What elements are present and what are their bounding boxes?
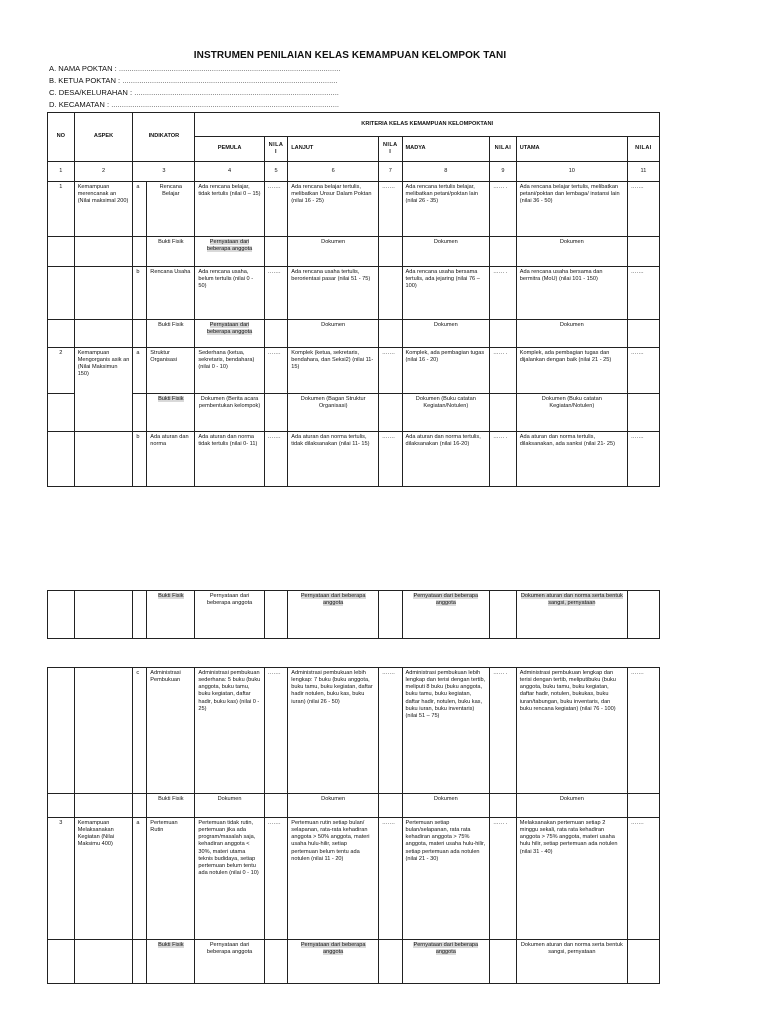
nilai-blank: ……. [627,182,659,237]
bukti-utama: Dokumen [516,237,627,267]
kriteria-madya: Komplek, ada pembagian tugas (nilai 16 - 20) [402,348,490,394]
bukti-lanjut: Dokumen (Bagan Struktur Organisasi) [288,394,379,432]
kriteria-lanjut: Administrasi pembukuan lebih lengkap: 7 buku (buku anggota, buku tamu, buku kegiatan, daftar hadir notulen, buku kas, buku iuran) (nilai 26 - 50) [288,668,379,794]
field-label: D. KECAMATAN : [49,100,110,109]
bukti-text: Pernyataan dari beberapa anggota [206,322,253,336]
kriteria-lanjut: Pertemuan rutin setiap bulan/ selapanan, rata-rata kehadiran anggota > 50% anggota, materi usaha hulu-hilir, setiap pertemuan belum tentu ada notulen (nilai 11 - 20) [288,818,379,940]
bukti-text: Pernyataan dari beberapa anggota [413,942,479,956]
kriteria-lanjut: Ada rencana usaha tertulis, berorientasi pasar (nilai 51 - 75) [288,267,379,320]
nilai-blank: …… . [490,348,517,394]
aspek-name: Kemampuan Mengorganis asik an (Nilai Maksimun 150) [74,348,133,432]
nilai-blank: ……. [264,182,287,237]
bukti-madya: Dokumen [402,237,490,267]
nilai-blank: ……. [264,348,287,394]
indikator-letter: b [133,432,147,487]
nilai-blank: ……. [264,818,287,940]
header-no: NO [48,113,75,162]
header-pemula: PEMULA [195,137,264,162]
indikator-name: Rencana Usaha [147,267,195,320]
bukti-fisik-label [147,940,195,984]
nilai-blank: ……. [627,818,659,940]
nilai-blank: …… . [490,818,517,940]
aspek-name: Kemampuan merencanak an (Nilai maksimal 200) [74,182,133,237]
nilai-blank: ……. [627,267,659,320]
nilai-blank: ……. [264,432,287,487]
field-dots: ...................................................................................................... [122,76,338,85]
kriteria-madya: Pertemuan setiap bulan/selapanan, rata rata kehadiran anggota > 75% anggota, materi usaha hulu-hilir, setiap pertemuan ada notulen (nilai 21 - 30) [402,818,490,940]
header-aspek: ASPEK [74,113,133,162]
bukti-pemula: Pernyataan dari beberapa anggota [195,591,264,639]
nilai-blank: …… . [490,182,517,237]
assessment-table-page3 [47,667,660,984]
col-number: 7 [379,162,402,182]
col-number: 5 [264,162,287,182]
bukti-text: Pernyataan dari beberapa anggota [413,593,479,607]
field-label: A. NAMA POKTAN : [49,64,117,73]
field-label: C. DESA/KELURAHAN : [49,88,133,97]
header-kriteria: KRITERIA KELAS KEMAMPUAN KELOMPOKTANI [195,113,660,137]
kriteria-madya: Ada aturan dan norma tertulis, dilaksanakan (nilai 16-20) [402,432,490,487]
bukti-text: Pernyataan dari beberapa anggota [300,942,366,956]
bukti-utama [516,591,627,639]
row-no: 3 [48,818,75,940]
kriteria-pemula: Ada rencana usaha, belum tertulis (nilai 0 - 50) [195,267,264,320]
indikator-letter: b [133,267,147,320]
nilai-blank: …… . [490,668,517,794]
bukti-utama: Dokumen [516,320,627,348]
bukti-label-text: Bukti Fisik [158,942,184,948]
indikator-letter: a [133,182,147,237]
nilai-blank: ……. [379,668,402,794]
bukti-lanjut: Dokumen [288,794,379,818]
kriteria-madya: Ada rencana usaha bersama tertulis, ada jejaring (nilai 76 – 100) [402,267,490,320]
col-number: 11 [627,162,659,182]
kriteria-pemula: Administrasi pembukuan sederhana: 5 buku (buku anggota, buku tamu, buku kegiatan, daftar hadir, buku kas) (nilai 0 - 25) [195,668,264,794]
nilai-blank: ……. [379,182,402,237]
nilai-blank: ……. [379,432,402,487]
field-dots: ................................................................................................. [134,88,339,97]
bukti-madya [402,940,490,984]
bukti-utama: Dokumen (Buku catatan Kegiatan/Notulen) [516,394,627,432]
kriteria-madya: Administrasi pembukuan lebih lengkap dan terisi dengan tertib, meliputi 8 buku (buku anggota, buku tamu, buku kegiatan, daftar hadir, notulen, buku kas, buku iuran, buku inventaris) (nilai 51 – 75) [402,668,490,794]
header-utama: UTAMA [516,137,627,162]
bukti-lanjut [288,591,379,639]
field-dots: ......................................................................................................... [118,64,341,73]
field-ketua-poktan [49,76,338,85]
header-nilai: NILAI [490,137,517,162]
header-madya: MADYA [402,137,490,162]
kriteria-utama: Melaksanakan pertemuan setiap 2 minggu sekali, rata rata kehadiran anggota > 75% anggota, materi usaha hulu hilir, setiap pertemuan ada notulen (nilai 31 - 40) [516,818,627,940]
indikator-letter: c [133,668,147,794]
header-nilai: NILAI [627,137,659,162]
col-number: 1 [48,162,75,182]
indikator-letter: a [133,348,147,394]
header-lanjut: LANJUT [288,137,379,162]
bukti-pemula: Pernyataan dari beberapa anggota [195,940,264,984]
bukti-label-text: Bukti Fisik [158,396,184,402]
header-indikator: INDIKATOR [133,113,195,162]
field-dots: ............................................................................................................ [111,100,340,109]
indikator-name: Administrasi Pembukuan [147,668,195,794]
bukti-text: Pernyataan dari beberapa anggota [300,593,366,607]
bukti-madya: Dokumen [402,320,490,348]
bukti-label-text: Bukti Fisik [158,593,184,599]
bukti-madya [402,591,490,639]
bukti-text: Dokumen aturan dan norma serta bentuk sangsi, pernyataan [520,593,623,607]
kriteria-pemula: Pertemuan tidak rutin, pertemuan jika ada program/masalah saja, kehadiran anggota < 30%, materi utama teknis budidaya, setiap pertemuan belum tentu ada notulen (nilai 0 - 10) [195,818,264,940]
kriteria-pemula: Ada aturan dan norma tidak tertulis (nilai 0- 11) [195,432,264,487]
bukti-madya: Dokumen (Buku catatan Kegiatan/Notulen) [402,394,490,432]
bukti-fisik-label [147,591,195,639]
col-number: 10 [516,162,627,182]
nilai-blank: ……. [627,348,659,394]
col-number: 2 [74,162,133,182]
kriteria-lanjut: Ada rencana belajar tertulis, melibatkan Unsur Dalam Poktan (nilai 16 - 25) [288,182,379,237]
indikator-name: Struktur Organisasi [147,348,195,394]
assessment-table-page2 [47,590,660,639]
kriteria-madya: Ada rencana tertulis belajar, melibatkan petani/poktan lain (nilai 26 - 35) [402,182,490,237]
bukti-fisik-label [147,394,195,432]
row-no: 2 [48,348,75,394]
indikator-name: Pertemuan Rutin [147,818,195,940]
bukti-pemula [195,237,264,267]
nilai-blank: …… . [490,267,517,320]
bukti-utama: Dokumen [516,794,627,818]
field-nama-poktan [49,64,340,73]
bukti-text: Pernyataan dari beberapa anggota [206,239,253,253]
bukti-pemula: Dokumen [195,794,264,818]
col-number: 4 [195,162,264,182]
bukti-lanjut [288,940,379,984]
bukti-pemula [195,320,264,348]
header-nilai: NILAI [379,137,402,162]
kriteria-utama: Administrasi pembukuan lengkap dan terisi dengan tertib, meliputibuku (buku anggota, buku tamu, buku kegiatan, daftar hadir, notulen, bukukas, buku iuran/tabungan, buku inventaris, dan buku rencana kegiatan) (nilai 76 - 100) [516,668,627,794]
nilai-blank: …… . [490,432,517,487]
aspek-name: Kemampuan Melaksanakan Kegiatan (Nilai Maksimu 400) [74,818,133,940]
bukti-fisik-label: Bukti Fisik [147,794,195,818]
col-number: 6 [288,162,379,182]
bukti-lanjut: Dokumen [288,320,379,348]
bukti-madya: Dokumen [402,794,490,818]
header-nilai: NILAI [264,137,287,162]
nilai-blank: ……. [264,267,287,320]
field-kecamatan [49,100,339,109]
kriteria-utama: Komplek, ada pembagian tugas dan dijalankan dengan baik (nilai 21 - 25) [516,348,627,394]
row-no: 1 [48,182,75,237]
bukti-lanjut: Dokumen [288,237,379,267]
field-desa [49,88,339,97]
kriteria-lanjut: Ada aturan dan norma tertulis, tidak dilaksanakan (nilai 11- 15) [288,432,379,487]
nilai-blank: ……. [379,348,402,394]
indikator-name: Ada aturan dan norma [147,432,195,487]
bukti-fisik-label: Bukti Fisik [147,320,195,348]
nilai-blank: ……. [264,668,287,794]
indikator-letter: a [133,818,147,940]
bukti-pemula: Dokumen (Berita acara pembentukan kelompok) [195,394,264,432]
assessment-table-page1 [47,112,660,487]
kriteria-utama: Ada rencana usaha bersama dan bermitra (MoU) (nilai 101 - 150) [516,267,627,320]
col-number: 9 [490,162,517,182]
field-label: B. KETUA POKTAN : [49,76,121,85]
kriteria-utama: Ada rencana belajar tertulis, melibatkan petani/poktan dan lembaga/ instansi lain (nilai 36 - 50) [516,182,627,237]
bukti-fisik-label: Bukti Fisik [147,237,195,267]
indikator-name: Rencana Belajar [147,182,195,237]
nilai-blank: ……. [379,818,402,940]
document-title: INSTRUMEN PENILAIAN KELAS KEMAMPUAN KELOMPOK TANI [193,50,507,61]
nilai-blank: ……. [627,432,659,487]
kriteria-pemula: Sederhana (ketua, sekretaris, bendahara) (nilai 0 - 10) [195,348,264,394]
col-number: 8 [402,162,490,182]
bukti-utama: Dokumen aturan dan norma serta bentuk sangsi, pernyataan [516,940,627,984]
kriteria-utama: Ada aturan dan norma tertulis, dilaksanakan, ada sanksi (nilai 21- 25) [516,432,627,487]
nilai-blank: ……. [627,668,659,794]
col-number: 3 [133,162,195,182]
kriteria-lanjut: Komplek (ketua, sekretaris, bendahara, dan Seksi2) (nilai 11- 15) [288,348,379,394]
kriteria-pemula: Ada rencana belajar, tidak tertulis (nilai 0 – 15) [195,182,264,237]
